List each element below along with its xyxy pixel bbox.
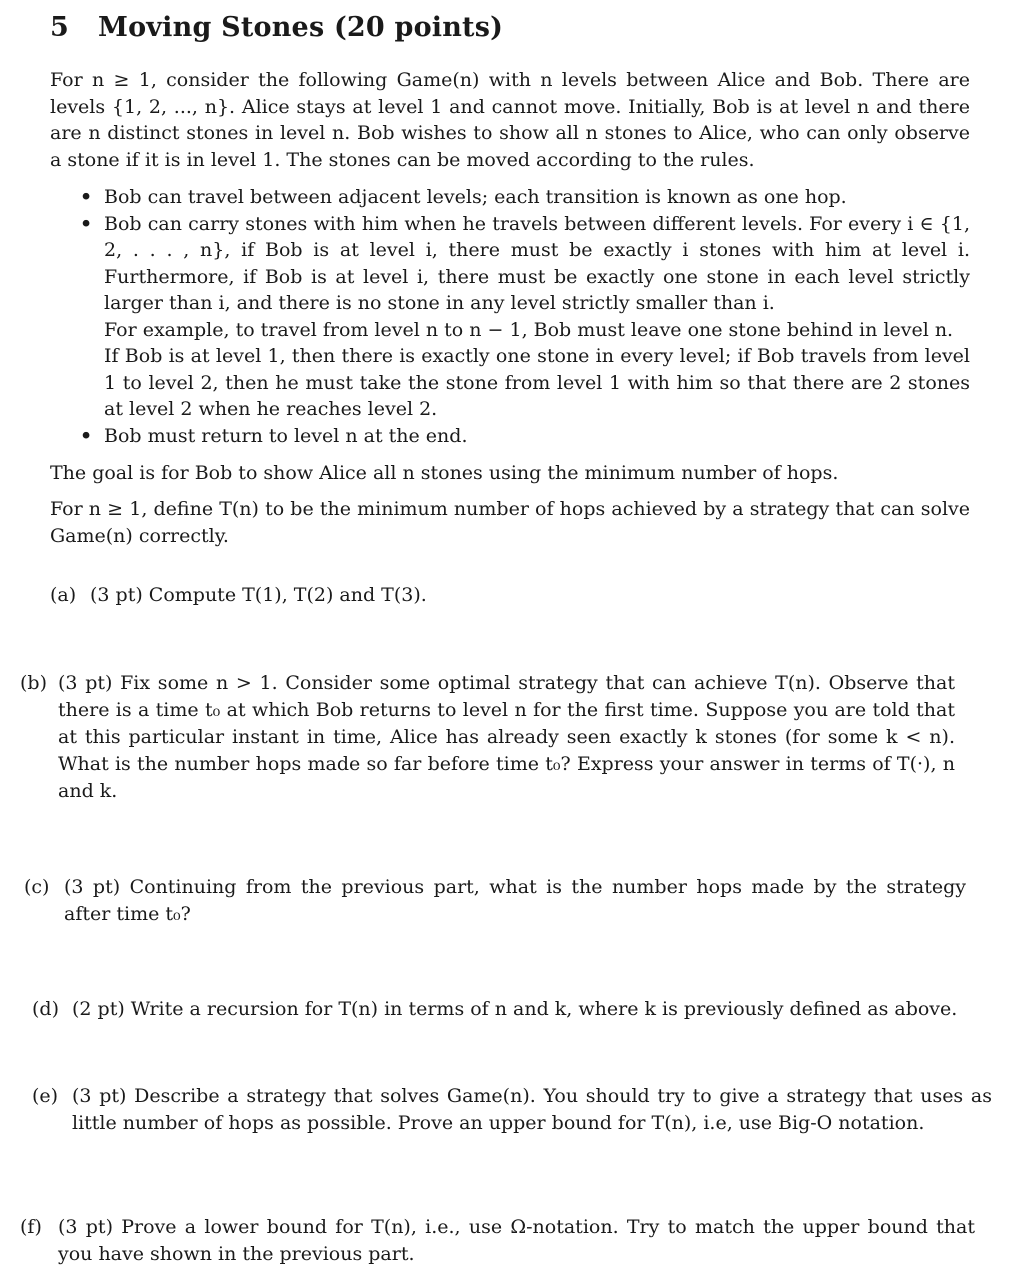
part-label: (f) [20, 1216, 42, 1238]
rule-example: If Bob is at level 1, then there is exactly one stone in every level; if Bob travels from level 1 to level 2, then he must take the stone from level 1 with him so that there are 2 stones at level 2 when he reaches level 2. [104, 345, 970, 420]
definition-paragraph: For n ≥ 1, define T(n) to be the minimum number of hops achieved by a strategy that can solve Game(n) correctly. [50, 498, 970, 547]
part-d [32, 996, 992, 1023]
rule-item [80, 184, 970, 211]
rules-list [80, 184, 970, 449]
intro-paragraph: For n ≥ 1, consider the following Game(n) with n levels between Alice and Bob. There are levels {1, 2, ..., n}. Alice stays at level 1 and cannot move. Initially, Bob is at level n and there are n distinct stones in level n. Bob wishes to show all n stones to Alice, who can only observe a stone if it is in level 1. The stones can be moved according to the rules. [50, 69, 970, 171]
bullet-icon: • [80, 424, 93, 447]
part-e [32, 1083, 992, 1137]
part-a [50, 582, 970, 609]
part-text: (3 pt) Compute T(1), T(2) and T(3). [90, 584, 427, 606]
part-c [24, 874, 966, 928]
part-f [20, 1214, 975, 1268]
goal-paragraph: The goal is for Bob to show Alice all n stones using the minimum number of hops. [50, 462, 839, 484]
part-text: (2 pt) Write a recursion for T(n) in terms of n and k, where k is previously defined as above. [72, 998, 958, 1020]
part-label: (e) [32, 1085, 59, 1107]
part-b [20, 670, 955, 805]
part-label: (d) [32, 998, 59, 1020]
part-text: (3 pt) Continuing from the previous part, what is the number hops made by the strategy after time t₀? [64, 876, 966, 925]
part-label: (a) [50, 584, 77, 606]
part-text: (3 pt) Describe a strategy that solves Game(n). You should try to give a strategy that uses as little number of hops as possible. Prove an upper bound for T(n), i.e, use Big-O notation. [72, 1085, 992, 1134]
section-number: 5 [50, 12, 69, 43]
rule-example: For example, to travel from level n to n − 1, Bob must leave one stone behind in level n. [104, 318, 954, 341]
section-heading [50, 12, 503, 43]
bullet-icon: • [80, 212, 93, 235]
rule-text: Bob must return to level n at the end. [104, 424, 468, 447]
part-label: (b) [20, 672, 47, 694]
rule-text: Bob can carry stones with him when he travels between different levels. For every i ∈ {1, 2, . . . , n}, if Bob is at level i, there must be exactly i stones with him at level i. Furthermore, if Bob is at level i, there must be exactly one stone in each level strictly larger than i, and there is no stone in any level strictly smaller than i. [104, 212, 970, 314]
part-label: (c) [24, 876, 50, 898]
section-title: Moving Stones (20 points) [98, 12, 504, 43]
bullet-icon: • [80, 186, 93, 208]
part-text: (3 pt) Fix some n > 1. Consider some optimal strategy that can achieve T(n). Observe that there is a time t₀ at which Bob returns to level n for the first time. Suppose you are told that at this particular instant in time, Alice has already seen exactly k stones (for some k < n). What is the number hops made so far before time t₀? Express your answer in terms of T(·), n and k. [58, 672, 955, 802]
rule-text: Bob can travel between adjacent levels; each transition is known as one hop. [104, 186, 847, 208]
part-text: (3 pt) Prove a lower bound for T(n), i.e., use Ω-notation. Try to match the upper bound that you have shown in the previous part. [58, 1216, 975, 1265]
rule-item [80, 211, 970, 423]
rule-item [80, 423, 970, 450]
